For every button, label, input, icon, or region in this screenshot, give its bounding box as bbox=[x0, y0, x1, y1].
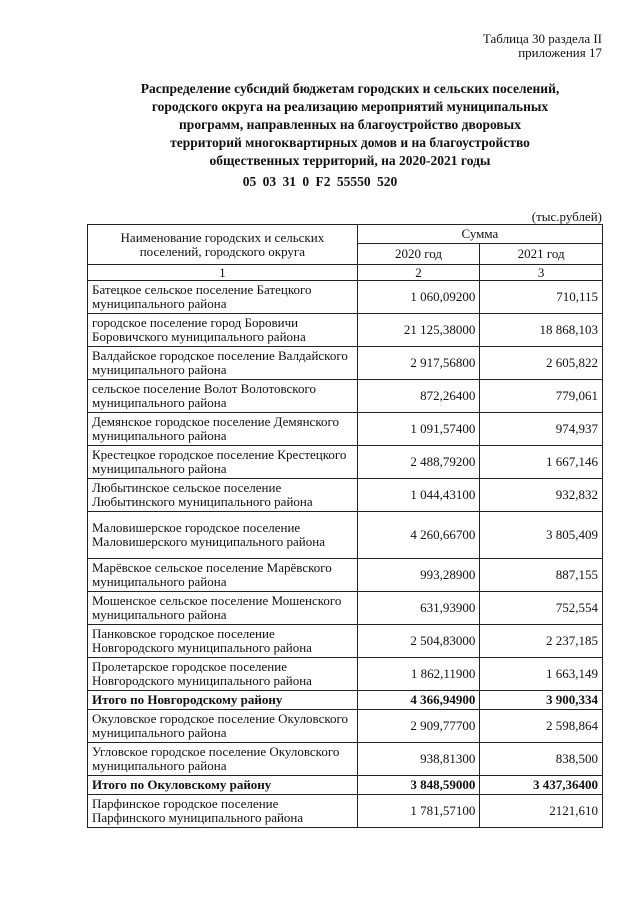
table-row bbox=[88, 743, 603, 776]
table-row bbox=[88, 347, 603, 380]
amount-2021: 838,500 bbox=[480, 743, 603, 776]
amount-2020: 631,93900 bbox=[357, 592, 480, 625]
table-row bbox=[88, 380, 603, 413]
header-year-2020: 2020 год bbox=[357, 244, 480, 265]
settlement-name: Маловишерское городское поселение Маловишерского муниципального района bbox=[88, 512, 358, 559]
table-row bbox=[88, 625, 603, 658]
amount-2021: 932,832 bbox=[480, 479, 603, 512]
amount-2021: 2121,610 bbox=[480, 795, 603, 828]
table-row bbox=[88, 281, 603, 314]
table-row bbox=[88, 559, 603, 592]
settlement-name: Панковское городское поселение Новгородского муниципального района bbox=[88, 625, 358, 658]
table-row bbox=[88, 710, 603, 743]
total-row bbox=[88, 691, 603, 710]
settlement-name: Мошенское сельское поселение Мошенского муниципального района bbox=[88, 592, 358, 625]
amount-2020: 1 862,11900 bbox=[357, 658, 480, 691]
document-title bbox=[90, 80, 610, 170]
settlement-name: городское поселение город Боровичи Боровичского муниципального района bbox=[88, 314, 358, 347]
header-year-2021: 2021 год bbox=[480, 244, 603, 265]
table-row bbox=[88, 658, 603, 691]
settlement-name: Угловское городское поселение Окуловского муниципального района bbox=[88, 743, 358, 776]
settlement-name: Валдайское городское поселение Валдайского муниципального района bbox=[88, 347, 358, 380]
table-row bbox=[88, 446, 603, 479]
settlement-name: Пролетарское городское поселение Новгородского муниципального района bbox=[88, 658, 358, 691]
amount-2021: 779,061 bbox=[480, 380, 603, 413]
total-row bbox=[88, 776, 603, 795]
amount-2021: 1 663,149 bbox=[480, 658, 603, 691]
amount-2020: 1 060,09200 bbox=[357, 281, 480, 314]
total-2020: 4 366,94900 bbox=[357, 691, 480, 710]
amount-2021: 18 868,103 bbox=[480, 314, 603, 347]
table-row bbox=[88, 512, 603, 559]
total-2021: 3 900,334 bbox=[480, 691, 603, 710]
total-2021: 3 437,36400 bbox=[480, 776, 603, 795]
total-label: Итого по Окуловскому району bbox=[88, 776, 358, 795]
column-number: 1 bbox=[88, 265, 358, 281]
title-line: общественных территорий, на 2020-2021 годы bbox=[209, 153, 491, 168]
settlement-name: сельское поселение Волот Волотовского муниципального района bbox=[88, 380, 358, 413]
title-line: городского округа на реализацию мероприятий муниципальных bbox=[151, 99, 549, 114]
settlement-name: Демянское городское поселение Демянского муниципального района bbox=[88, 413, 358, 446]
amount-2021: 887,155 bbox=[480, 559, 603, 592]
amount-2021: 3 805,409 bbox=[480, 512, 603, 559]
table-row bbox=[88, 479, 603, 512]
table-row bbox=[88, 592, 603, 625]
amount-2020: 2 909,77700 bbox=[357, 710, 480, 743]
total-label: Итого по Новгородскому району bbox=[88, 691, 358, 710]
header-sum: Сумма bbox=[357, 225, 602, 244]
amount-2020: 2 504,83000 bbox=[357, 625, 480, 658]
column-number: 2 bbox=[357, 265, 480, 281]
unit-label: (тыс.рублей) bbox=[531, 209, 602, 224]
title-line: территорий многоквартирных домов и на благоустройство bbox=[170, 135, 530, 150]
amount-2021: 710,115 bbox=[480, 281, 603, 314]
amount-2020: 21 125,38000 bbox=[357, 314, 480, 347]
header-name: Наименование городских и сельских поселений, городского округа bbox=[88, 225, 358, 265]
amount-2020: 1 044,43100 bbox=[357, 479, 480, 512]
amount-2020: 1 091,57400 bbox=[357, 413, 480, 446]
amount-2020: 2 917,56800 bbox=[357, 347, 480, 380]
table-row bbox=[88, 314, 603, 347]
table-row bbox=[88, 795, 603, 828]
table-row bbox=[88, 413, 603, 446]
amount-2020: 872,26400 bbox=[357, 380, 480, 413]
total-2020: 3 848,59000 bbox=[357, 776, 480, 795]
budget-code: 05 03 31 0 F2 55550 520 bbox=[242, 174, 398, 189]
amount-2020: 1 781,57100 bbox=[357, 795, 480, 828]
settlement-name: Марёвское сельское поселение Марёвского муниципального района bbox=[88, 559, 358, 592]
settlement-name: Любытинское сельское поселение Любытинского муниципального района bbox=[88, 479, 358, 512]
appendix-number: приложения 17 bbox=[518, 45, 602, 60]
amount-2020: 938,81300 bbox=[357, 743, 480, 776]
amount-2021: 1 667,146 bbox=[480, 446, 603, 479]
settlement-name: Окуловское городское поселение Окуловского муниципального района bbox=[88, 710, 358, 743]
subsidy-table bbox=[87, 224, 603, 828]
settlement-name: Крестецкое городское поселение Крестецкого муниципального района bbox=[88, 446, 358, 479]
amount-2020: 2 488,79200 bbox=[357, 446, 480, 479]
settlement-name: Парфинское городское поселение Парфинского муниципального района bbox=[88, 795, 358, 828]
amount-2021: 2 605,822 bbox=[480, 347, 603, 380]
amount-2020: 4 260,66700 bbox=[357, 512, 480, 559]
table-reference bbox=[483, 32, 602, 60]
amount-2020: 993,28900 bbox=[357, 559, 480, 592]
settlement-name: Батецкое сельское поселение Батецкого муниципального района bbox=[88, 281, 358, 314]
amount-2021: 2 598,864 bbox=[480, 710, 603, 743]
amount-2021: 2 237,185 bbox=[480, 625, 603, 658]
title-line: программ, направленных на благоустройство дворовых bbox=[179, 117, 521, 132]
table-number: Таблица 30 раздела II bbox=[482, 31, 602, 46]
title-line: Распределение субсидий бюджетам городских и сельских поселений, bbox=[140, 81, 560, 96]
column-number: 3 bbox=[480, 265, 603, 281]
amount-2021: 974,937 bbox=[480, 413, 603, 446]
amount-2021: 752,554 bbox=[480, 592, 603, 625]
